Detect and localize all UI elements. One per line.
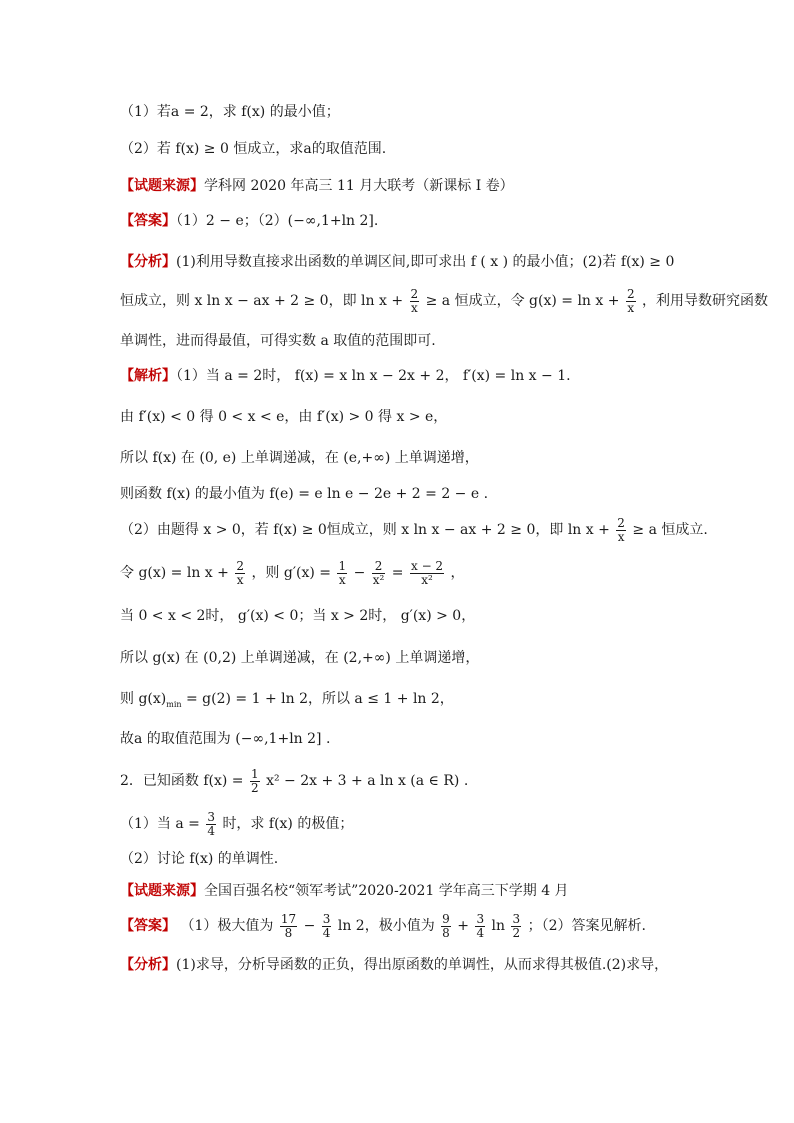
source-line-2: 【试题来源】全国百强名校“领军考试”2020-2021 学年高三下学期 4 月: [120, 883, 569, 899]
source-text: 学科网 2020 年高三 11 月大联考（新课标 I 卷）: [204, 178, 514, 194]
fraction: $\frac{9}{8}$: [442, 912, 450, 940]
source-tag: 【试题来源】: [120, 883, 204, 899]
fraction: $\frac{2}{x}$: [236, 559, 244, 587]
fraction: $\frac{1}{2}$: [251, 767, 259, 795]
analysis-tag: 【分析】: [120, 254, 176, 270]
solution-line-8: 所以 g(x) 在 (0,2) 上单调递减，在 (2,+∞) 上单调递增，: [120, 650, 480, 666]
question-1-part-2: （2）若 f(x) ≥ 0 恒成立，求a的取值范围.: [120, 141, 387, 157]
solution-line-6: 令 g(x) = ln x + $\frac{2}{x}$ ，则 g′(x) = $\frac{1}{x}$ − $\frac{2}{\text{x²}}$ = $\frac{x - 2}{\text{x²}}$ ，: [120, 559, 465, 587]
fraction: $\frac{2}{x}$: [626, 287, 635, 315]
source-tag: 【试题来源】: [120, 178, 204, 194]
solution-line-5: （2）由题得 x > 0，若 f(x) ≥ 0恒成立，则 x ln x − ax + 2 ≥ 0，即 ln x + $\frac{2}{x}$ ≥ a 恒成立.: [120, 516, 708, 544]
answer-line-2: 【答案】 （1）极大值为 $\frac{17}{8}$ − $\frac{3}{4}$ ln 2，极小值为 $\frac{9}{8}$ + $\frac{3}{4}$ ln $\frac{3}{2}$ ；（2）答案见解析.: [120, 912, 646, 940]
analysis-tag: 【分析】: [120, 957, 176, 973]
fraction: $\frac{3}{4}$: [322, 912, 331, 940]
solution-tag: 【解析】: [120, 368, 176, 384]
analysis-line-2: 恒成立，则 x ln x − ax + 2 ≥ 0，即 ln x + $\frac{2}{x}$ ≥ a 恒成立，令 g(x) = ln x + $\frac{2}{x}$ ，利用导数研究函数: [120, 287, 769, 315]
analysis-line-q2: 【分析】(1)求导，分析导函数的正负，得出原函数的单调性，从而求得其极值.(2)求导，: [120, 957, 669, 973]
analysis-line-3: 单调性，进而得最值，可得实数 a 取值的范围即可.: [120, 333, 436, 349]
question-1-part-1: （1）若a = 2，求 f(x) 的最小值；: [120, 104, 340, 120]
fraction: $\frac{2}{x}$: [410, 287, 419, 315]
fraction: $\frac{3}{2}$: [512, 912, 521, 940]
solution-line-2: 由 f′(x) < 0 得 0 < x < e，由 f′(x) > 0 得 x > e，: [120, 409, 448, 425]
solution-line-1: 【解析】（1）当 a = 2时， f(x) = x ln x − 2x + 2， f′(x) = ln x − 1.: [120, 368, 571, 384]
fraction: $\frac{3}{4}$: [207, 810, 215, 838]
solution-line-3: 所以 f(x) 在 (0, e) 上单调递减，在 (e,+∞) 上单调递增，: [120, 450, 479, 466]
question-2-part-2: （2）讨论 f(x) 的单调性.: [120, 851, 279, 867]
solution-line-4: 则函数 f(x) 的最小值为 f(e) = e ln e − 2e + 2 = 2 − e .: [120, 486, 489, 502]
source-line-1: [120, 178, 514, 195]
answer-text: （1）2 − e；（2）(−∞,1+ln 2].: [176, 213, 379, 229]
fraction: $\frac{2}{x}$: [617, 516, 625, 544]
fraction: $\frac{x - 2}{\text{x²}}$: [410, 559, 444, 587]
question-2-part-1: （1）当 a = $\frac{3}{4}$ 时，求 f(x) 的极值；: [120, 810, 354, 838]
fraction: $\frac{1}{x}$: [338, 559, 347, 587]
solution-line-10: 故a 的取值范围为 (−∞,1+ln 2] .: [120, 731, 331, 747]
answer-line-1: [120, 213, 378, 230]
analysis-line-1: 【分析】(1)利用导数直接求出函数的单调区间,即可求出 f ( x ) 的最小值；(2)若 f(x) ≥ 0: [120, 254, 675, 270]
fraction: $\frac{17}{8}$: [280, 912, 297, 940]
question-2-stem: 2．已知函数 f(x) = $\frac{1}{2}$ x² − 2x + 3 + a ln x (a ∈ R) .: [120, 767, 469, 795]
solution-line-9: 则 $g(x)_{min} = g(2) = 1 + \ln 2$，所以 a ≤ 1 + ln 2，: [120, 691, 454, 709]
answer-tag: 【答案】: [120, 918, 176, 935]
fraction: $\frac{2}{\text{x²}}$: [372, 559, 385, 587]
solution-line-7: 当 0 < x < 2时， g′(x) < 0；当 x > 2时， g′(x) > 0，: [120, 608, 476, 624]
answer-tag: 【答案】: [120, 213, 176, 229]
fraction: $\frac{3}{4}$: [476, 912, 485, 940]
